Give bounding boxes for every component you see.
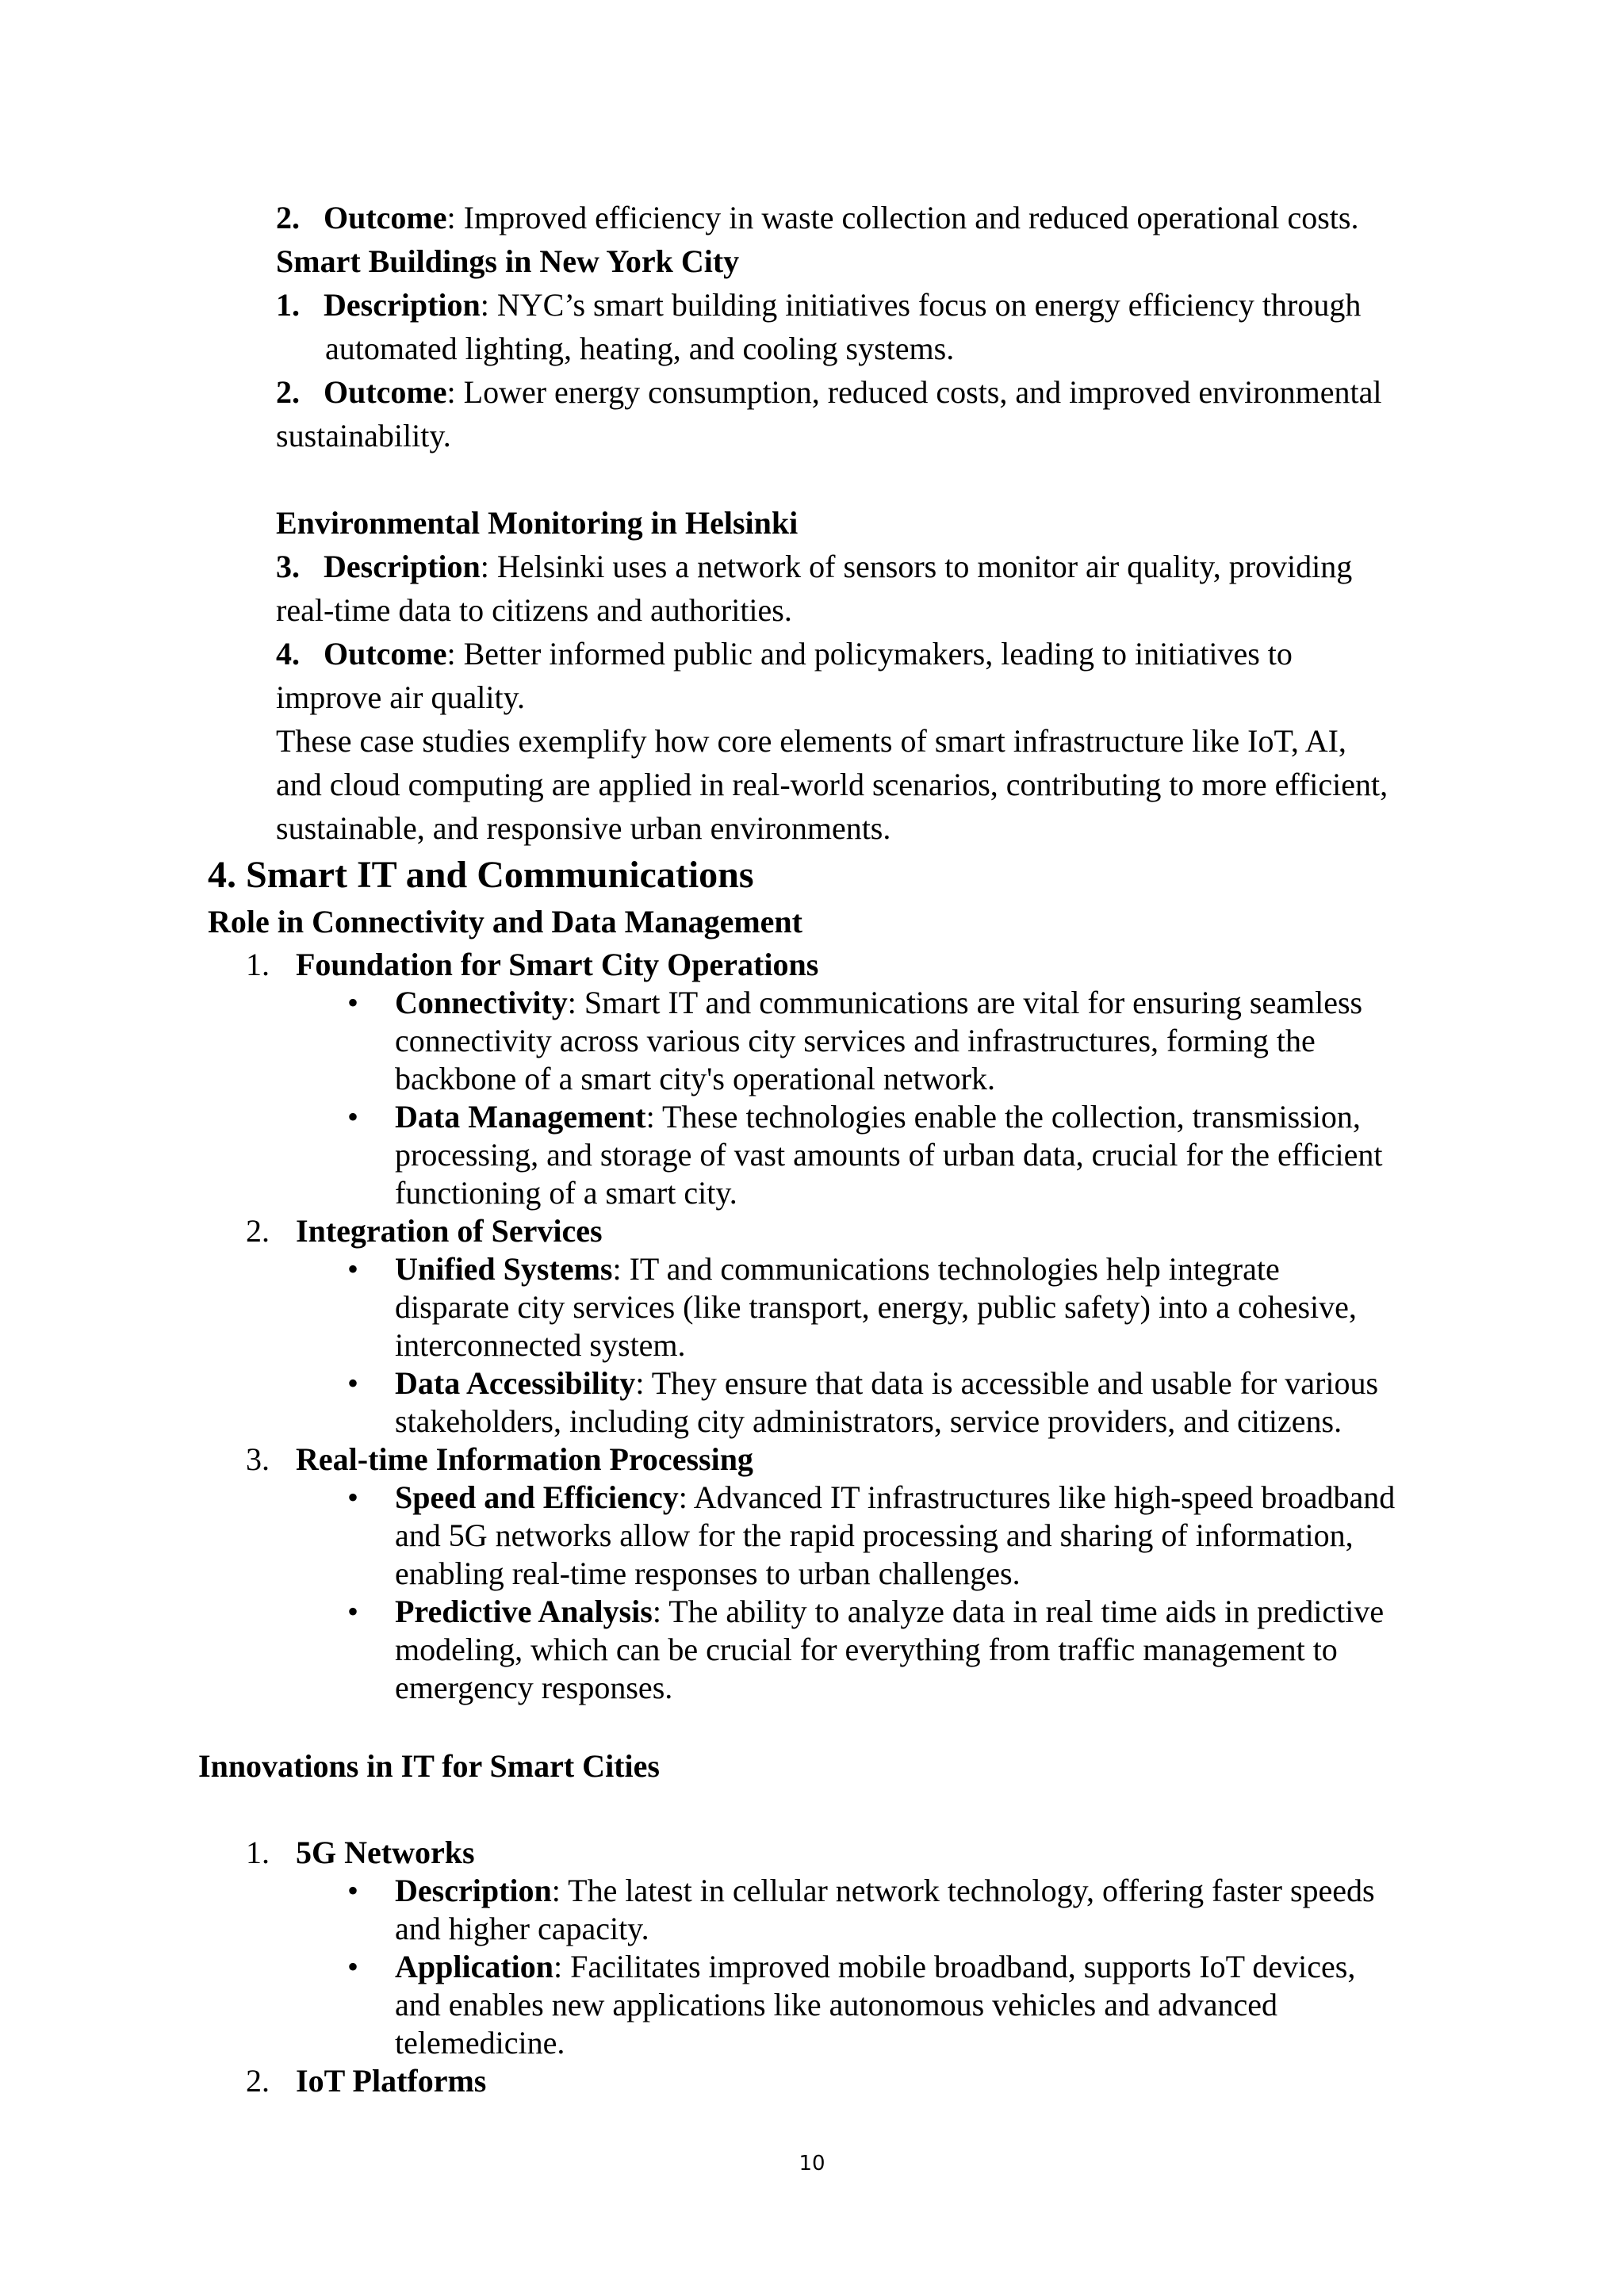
bullet-label: Data Accessibility [395,1365,636,1401]
bullet-line [395,1022,1434,1060]
bullet-label: Data Management [395,1099,646,1135]
item-number: 4. [276,636,300,672]
bullet-text: stakeholders, including city administrators, service providers, and citizens. [395,1403,1342,1439]
bullet-line [395,1517,1434,1555]
bullet-icon: • [347,1949,359,1984]
bullet-line [347,1479,1434,1517]
section-title: 4. Smart IT and Communications [208,854,754,896]
bullet-line [395,1288,1434,1326]
bullet-line [395,1136,1434,1174]
bullet-label: Predictive Analysis [395,1594,653,1629]
bullet-text: and higher capacity. [395,1911,649,1946]
bullet-icon: • [347,1099,359,1135]
nyc-description-line2: automated lighting, heating, and cooling systems. [325,331,955,366]
bullet-text: telemedicine. [395,2025,565,2061]
item-text: : Lower energy consumption, reduced costs, and improved environmental [446,374,1382,410]
bullet-text: : Facilitates improved mobile broadband, supports IoT devices, [553,1949,1356,1984]
list-item-title: 5G Networks [296,1835,475,1870]
bullet-text: : Smart IT and communications are vital for ensuring seamless [567,985,1363,1020]
list-item-title: IoT Platforms [296,2063,487,2099]
bullet-label: Speed and Efficiency [395,1479,679,1515]
bullet-label: Application [395,1949,554,1984]
bullet-text: and 5G networks allow for the rapid processing and sharing of information, [395,1517,1354,1553]
item-label: Outcome [324,200,447,235]
helsinki-outcome-line1 [276,632,1434,675]
page-number: 10 [799,2152,825,2175]
helsinki-outcome-line2: improve air quality. [276,679,525,715]
bullet-text: : IT and communications technologies help integrate [612,1251,1280,1287]
bullet-line [395,1060,1434,1098]
bullet-line [347,1872,1434,1910]
list-item-title: Real-time Information Processing [296,1441,753,1477]
bullet-text: : They ensure that data is accessible and usable for various [635,1365,1379,1401]
bullet-line [395,1631,1434,1669]
bullet-label: Description [395,1873,552,1908]
bullet-text: backbone of a smart city's operational network. [395,1061,995,1096]
bullet-icon: • [347,1479,359,1515]
bullet-line [395,1986,1434,2024]
nyc-outcome-line1 [276,370,1434,414]
item-number: 2. [276,374,300,410]
bullet-line [347,1948,1434,1986]
bullet-icon: • [347,1594,359,1629]
bullet-line [347,1364,1434,1402]
bullet-line [395,1174,1434,1212]
list-item-number: 1. [246,1835,270,1870]
bullet-line [347,1250,1434,1288]
item-label: Outcome [324,374,447,410]
bullet-text: : These technologies enable the collection, transmission, [645,1099,1361,1135]
list-item-number: 2. [246,2063,270,2099]
list-item-title: Foundation for Smart City Operations [296,947,819,982]
bullet-icon: • [347,985,359,1020]
bullet-line [347,1098,1434,1136]
list-item-number: 3. [246,1441,270,1477]
bullet-text: interconnected system. [395,1327,686,1363]
item-text: : Improved efficiency in waste collection and reduced operational costs. [446,200,1359,235]
nyc-description-line1 [276,283,1434,327]
bullet-text: disparate city services (like transport, energy, public safety) into a cohesive, [395,1289,1357,1325]
bullet-line [395,1910,1434,1948]
item-text: : Helsinki uses a network of sensors to monitor air quality, providing [480,549,1353,584]
bullet-line [347,984,1434,1022]
item-label: Description [324,549,481,584]
item-number: 1. [276,287,300,323]
list-item-title: Integration of Services [296,1213,603,1249]
bullet-line [395,1555,1434,1593]
bullet-text: modeling, which can be crucial for everything from traffic management to [395,1632,1338,1667]
item-number: 2. [276,200,300,235]
bullet-text: functioning of a smart city. [395,1175,737,1211]
bullet-text: processing, and storage of vast amounts of urban data, crucial for the efficient [395,1137,1383,1173]
helsinki-description-line2: real-time data to citizens and authorities. [276,592,792,628]
bullet-text: : The ability to analyze data in real time aids in predictive [652,1594,1385,1629]
helsinki-heading: Environmental Monitoring in Helsinki [276,505,799,541]
nyc-heading: Smart Buildings in New York City [276,243,740,279]
list-item-number: 2. [246,1213,270,1249]
summary-line3: sustainable, and responsive urban environments. [276,810,891,846]
bullet-text: enabling real-time responses to urban challenges. [395,1556,1021,1591]
bullet-icon: • [347,1873,359,1908]
helsinki-description-line1 [276,545,1434,588]
summary-line2: and cloud computing are applied in real-world scenarios, contributing to more efficient, [276,767,1388,802]
bullet-line [395,1402,1434,1441]
bullet-label: Connectivity [395,985,568,1020]
item-number: 3. [276,549,300,584]
role-heading: Role in Connectivity and Data Management [208,904,802,939]
list-item-number: 1. [246,947,270,982]
bullet-line [395,1326,1434,1364]
bullet-text: emergency responses. [395,1670,673,1705]
bullet-text: : Advanced IT infrastructures like high-speed broadband [678,1479,1396,1515]
summary-line1: These case studies exemplify how core elements of smart infrastructure like IoT, AI, [276,723,1346,759]
bullet-label: Unified Systems [395,1251,613,1287]
nyc-outcome-line2: sustainability. [276,418,451,453]
bullet-line [395,1669,1434,1707]
item-text: : Better informed public and policymakers, leading to initiatives to [446,636,1293,672]
bullet-text: connectivity across various city services and infrastructures, forming the [395,1023,1316,1058]
item-label: Description [324,287,481,323]
bullet-text: : The latest in cellular network technology, offering faster speeds [551,1873,1375,1908]
waste-outcome-item [276,196,1358,239]
bullet-line [347,1593,1434,1631]
bullet-line [395,2024,1434,2062]
item-label: Outcome [324,636,447,672]
bullet-icon: • [347,1365,359,1401]
bullet-text: and enables new applications like autonomous vehicles and advanced [395,1987,1277,2022]
item-text: : NYC’s smart building initiatives focus on energy efficiency through [480,287,1362,323]
bullet-icon: • [347,1251,359,1287]
innovations-heading: Innovations in IT for Smart Cities [198,1748,660,1784]
